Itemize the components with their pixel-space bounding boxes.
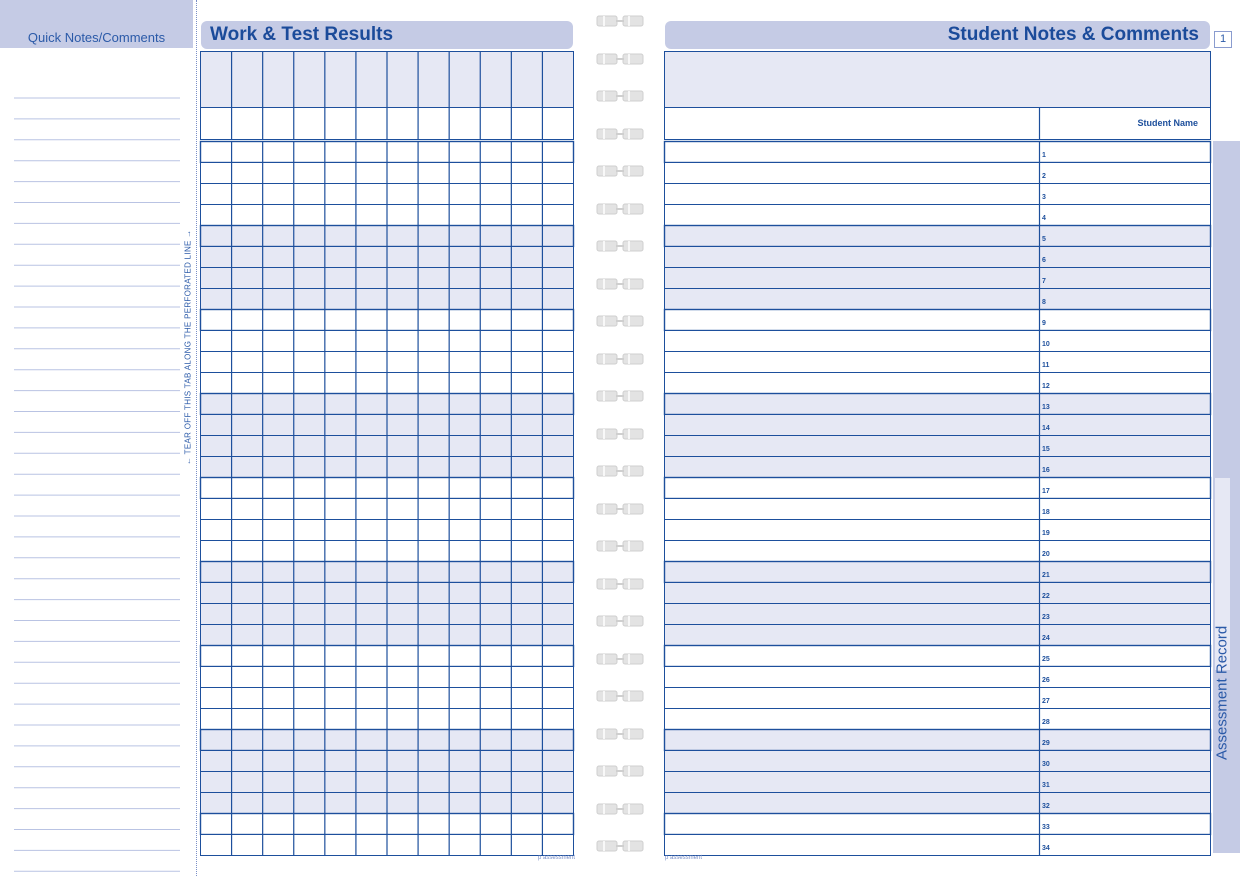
notes-row [665,163,1211,184]
row-number: 25 [1042,656,1050,663]
row-number: 1 [1042,152,1046,159]
work-results-header [201,21,573,49]
spiral-coil [596,502,644,516]
row-number: 27 [1042,698,1050,705]
notes-row [665,772,1211,793]
row-number: 33 [1042,824,1050,831]
row-number: 18 [1042,509,1050,516]
quick-notes-title: Quick Notes/Comments [27,30,166,45]
row-number: 10 [1042,341,1050,348]
row-number: 32 [1042,803,1050,810]
notes-row [665,604,1211,625]
notes-row [665,331,1211,352]
notes-row [665,457,1211,478]
notes-row [665,373,1211,394]
work-results-title: Work & Test Results [210,24,394,45]
row-number: 8 [1042,299,1046,306]
spiral-coil [596,389,644,403]
notes-row [665,184,1211,205]
spiral-coil [596,239,644,253]
row-number: 24 [1042,635,1050,642]
spiral-coil [596,314,644,328]
quick-notes-lines [14,78,180,868]
notes-row [665,835,1211,856]
spiral-coil [596,202,644,216]
spiral-coil [596,464,644,478]
student-notes-footer: p assessment [665,855,703,861]
spiral-coil [596,652,644,666]
row-number: 28 [1042,719,1050,726]
row-number: 30 [1042,761,1050,768]
notes-row [665,709,1211,730]
notes-row [665,667,1211,688]
notes-row [665,541,1211,562]
notes-row [665,352,1211,373]
notes-row [665,625,1211,646]
spiral-coil [596,127,644,141]
row-number: 22 [1042,593,1050,600]
row-number: 21 [1042,572,1050,579]
row-number: 11 [1042,362,1050,369]
spiral-coil [596,52,644,66]
notes-row [665,226,1211,247]
student-notes-header [665,21,1210,49]
notes-row [665,583,1211,604]
student-notes-title: Student Notes & Comments [947,24,1199,45]
spiral-coil [596,614,644,628]
spiral-coil [596,164,644,178]
notes-row [665,478,1211,499]
spiral-coil [596,352,644,366]
notes-row [665,394,1211,415]
spiral-coil [596,802,644,816]
row-number: 19 [1042,530,1050,537]
spiral-binding [596,14,644,864]
row-number: 34 [1042,845,1050,852]
row-number: 3 [1042,194,1046,201]
notes-row [665,499,1211,520]
notes-row [665,688,1211,709]
notes-row [665,814,1211,835]
row-number: 31 [1042,782,1050,789]
row-number: 9 [1042,320,1046,327]
row-number: 15 [1042,446,1050,453]
notes-row [665,436,1211,457]
row-number: 26 [1042,677,1050,684]
spiral-coil [596,277,644,291]
spiral-coil [596,89,644,103]
spiral-coil [596,764,644,778]
notes-row [665,793,1211,814]
work-results-grid [200,51,574,854]
row-number: 4 [1042,215,1046,222]
notes-header-block [665,52,1211,108]
student-name-label: Student Name [1137,118,1198,128]
work-results-footer: p assessment [538,855,576,861]
spiral-coil [596,839,644,853]
spiral-coil [596,14,644,28]
spiral-coil [596,689,644,703]
notes-row [665,415,1211,436]
row-number: 6 [1042,257,1046,264]
row-number: 16 [1042,467,1050,474]
notes-row [665,646,1211,667]
row-number: 20 [1042,551,1050,558]
page-number: 1 [1214,31,1232,48]
row-number: 2 [1042,173,1046,180]
notes-row [665,247,1211,268]
spiral-coil [596,577,644,591]
notes-row [665,520,1211,541]
row-number: 7 [1042,278,1046,285]
spiral-coil [596,727,644,741]
notes-row [665,289,1211,310]
notes-row [665,310,1211,331]
notes-row [665,730,1211,751]
row-number: 17 [1042,488,1050,495]
notes-row [665,205,1211,226]
row-number: 5 [1042,236,1046,243]
row-number: 13 [1042,404,1050,411]
perforated-line [196,0,197,876]
student-notes-grid [664,51,1211,854]
notes-row [665,562,1211,583]
row-number: 14 [1042,425,1050,432]
row-number: 23 [1042,614,1050,621]
spiral-coil [596,427,644,441]
notes-row [665,142,1211,163]
spiral-coil [596,539,644,553]
notes-row [665,268,1211,289]
row-number: 29 [1042,740,1050,747]
notes-row [665,751,1211,772]
row-number: 12 [1042,383,1050,390]
